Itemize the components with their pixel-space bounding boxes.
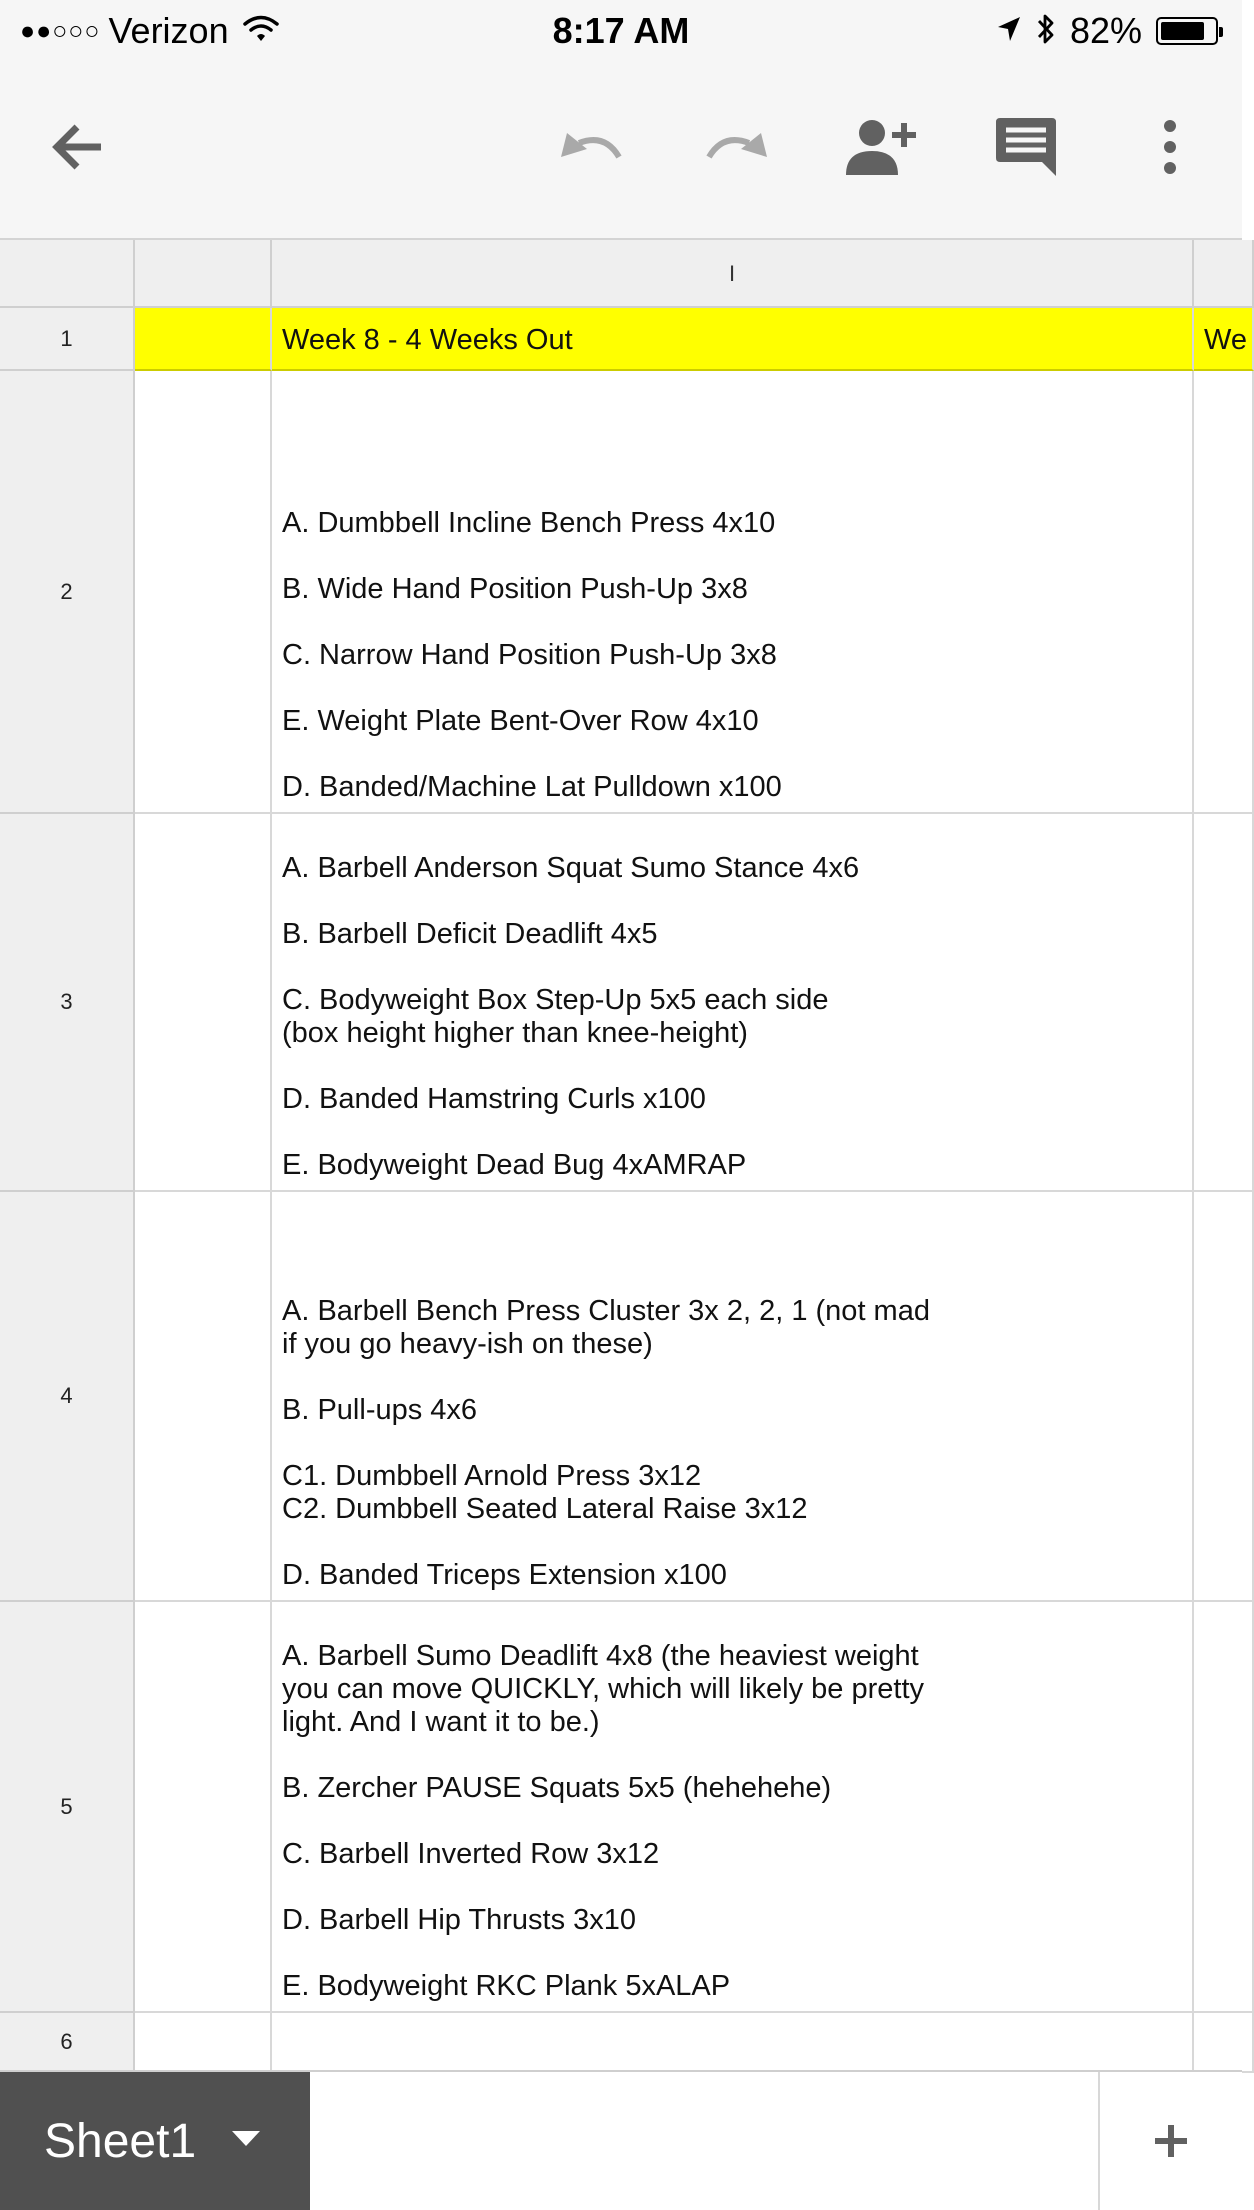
status-right — [996, 6, 1218, 56]
battery-percent: 82% — [1069, 10, 1142, 51]
cell-text: A. Barbell Bench Press Cluster 3x 2, 2, 1 (not mad if you go heavy-ish on these) B. Pull-ups 4x6 C1. Dumbbell Arnold Press 3x12 C2. Dumbbell Seated Lateral Raise 3x12 D. Banded Triceps Extension x100 — [282, 1295, 930, 1591]
sheet-row-4 — [0, 1192, 1242, 1602]
sheet-row-1 — [0, 308, 1247, 371]
cell-h6[interactable] — [135, 2013, 272, 2073]
cell-j2[interactable] — [1194, 371, 1254, 814]
cell-j5[interactable] — [1194, 1602, 1254, 2013]
row-number[interactable]: 2 — [0, 371, 135, 814]
battery-icon — [1156, 17, 1218, 45]
sheet-row-5 — [0, 1602, 1242, 2013]
cell-text: Week 8 - 4 Weeks Out — [282, 324, 573, 356]
sheet-tab-bar — [0, 2070, 1242, 2208]
cell-text: A. Dumbbell Incline Bench Press 4x10 B. Wide Hand Position Push-Up 3x8 C. Narrow Hand Position Push-Up 3x8 E. Weight Plate Bent-Over Row 4x10 D. Banded/Machine Lat Pulldown x100 — [282, 507, 782, 803]
sheet-tab[interactable] — [0, 2072, 310, 2210]
cell-i3[interactable] — [272, 814, 1194, 1192]
status-bar — [0, 0, 1242, 62]
arrow-back-icon — [51, 123, 105, 171]
column-header-h[interactable] — [135, 240, 272, 308]
comments-button[interactable] — [986, 107, 1066, 187]
more-vert-icon — [1162, 120, 1178, 174]
status-time: 8:17 AM — [552, 10, 690, 51]
cell-j3[interactable] — [1194, 814, 1254, 1192]
location-arrow-icon — [996, 15, 1022, 48]
cell-i4[interactable] — [272, 1192, 1194, 1602]
more-options-button[interactable] — [1130, 107, 1210, 187]
redo-button[interactable] — [696, 107, 776, 187]
undo-button[interactable] — [552, 107, 632, 187]
back-button[interactable] — [38, 107, 118, 187]
cell-text: We — [1204, 324, 1247, 356]
cell-text: A. Barbell Anderson Squat Sumo Stance 4x6 B. Barbell Deficit Deadlift 4x5 C. Bodyweight Box Step-Up 5x5 each side (box height higher than knee-height) D. Banded Hamstring Curls x100 E. Bodyweight Dead Bug 4xAMRAP — [282, 852, 860, 1181]
battery-level-fill — [1161, 22, 1204, 40]
add-person-icon — [842, 117, 918, 177]
cell-i2[interactable] — [272, 371, 1194, 814]
row-number[interactable]: 5 — [0, 1602, 135, 2013]
cell-j1[interactable] — [1194, 308, 1254, 371]
row-number[interactable]: 1 — [0, 308, 135, 371]
sheet-row-2 — [0, 371, 1242, 814]
select-all-corner[interactable] — [0, 240, 135, 308]
cell-i5[interactable] — [272, 1602, 1194, 2013]
sheets-toolbar — [0, 62, 1242, 240]
share-button[interactable] — [840, 107, 920, 187]
undo-icon — [557, 127, 627, 167]
cell-h3[interactable] — [135, 814, 272, 1192]
cell-h2[interactable] — [135, 371, 272, 814]
row-number[interactable]: 4 — [0, 1192, 135, 1602]
column-header-j[interactable] — [1194, 240, 1254, 308]
row-number[interactable]: 3 — [0, 814, 135, 1192]
row-number[interactable]: 6 — [0, 2013, 135, 2073]
bluetooth-icon — [1036, 12, 1056, 51]
signal-strength-icon: ●●○○○ — [20, 16, 101, 45]
sheet-tab-label: Sheet1 — [44, 2114, 197, 2168]
cell-j6[interactable] — [1194, 2013, 1254, 2073]
sheet-row-3 — [0, 814, 1242, 1192]
cell-j4[interactable] — [1194, 1192, 1254, 1602]
column-header-i[interactable]: I — [272, 240, 1194, 308]
comment-icon — [994, 116, 1058, 178]
redo-icon — [701, 127, 771, 167]
cell-h4[interactable] — [135, 1192, 272, 1602]
spreadsheet-grid[interactable] — [0, 240, 1247, 2070]
carrier-name: Verizon — [108, 10, 229, 51]
cell-h5[interactable] — [135, 1602, 272, 2013]
cell-i6[interactable] — [272, 2013, 1194, 2073]
sheet-row-6 — [0, 2013, 1242, 2073]
cell-i1[interactable] — [272, 308, 1194, 371]
dropdown-arrow-icon[interactable] — [232, 2131, 260, 2152]
cell-text: A. Barbell Sumo Deadlift 4x8 (the heaviest weight you can move QUICKLY, which will likely be pretty light. And I want it to be.) B. Zercher PAUSE Squats 5x5 (hehehehe) C. Barbell Inverted Row 3x12 D. Barbell Hip Thrusts 3x10 E. Bodyweight RKC Plank 5xALAP — [282, 1640, 925, 2002]
cell-h1[interactable] — [135, 308, 272, 371]
plus-icon — [1153, 2123, 1189, 2159]
add-sheet-button[interactable] — [1100, 2072, 1242, 2210]
